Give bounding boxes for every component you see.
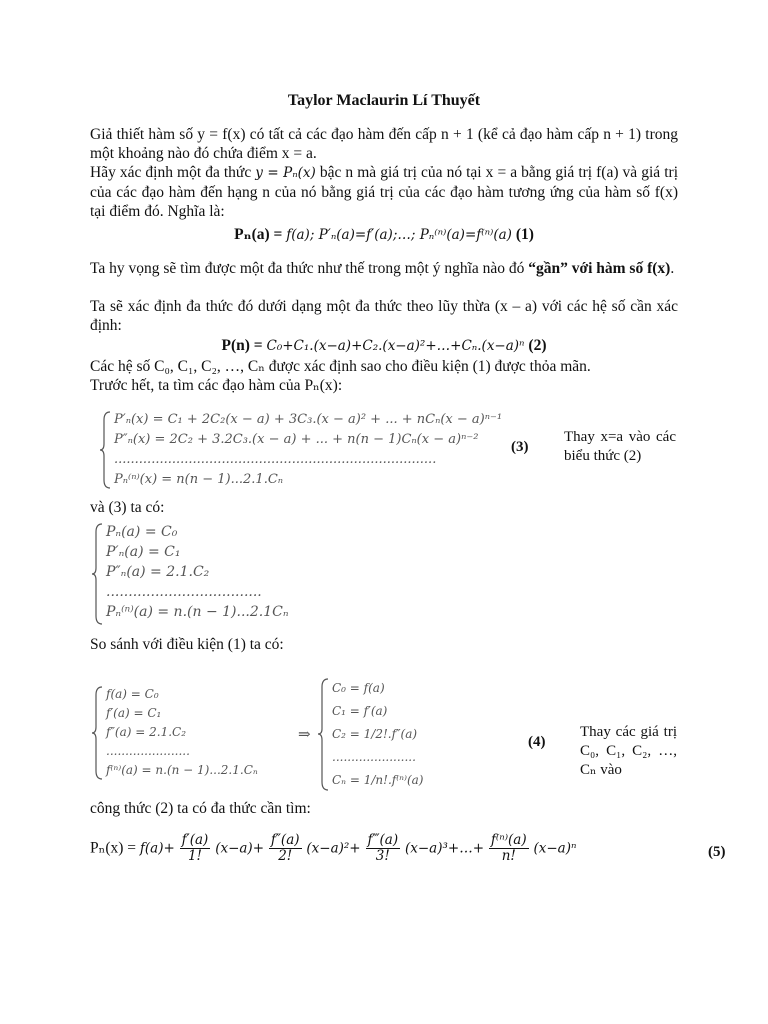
system-row: ................................... [106,584,262,600]
system-row: ...................... [106,744,190,758]
fraction-denominator: 1! [187,848,202,864]
system-row: .............................................................................. [114,452,437,467]
inline-math: y = Pₙ(x) [255,165,316,181]
fraction-term-3 [366,833,401,864]
paragraph-assumption: Giả thiết hàm số y = f(x) có tất cả các đạo hàm đến cấp n + 1 (kể cả đạo hàm cấp n + 1) trong một khoảng nào đó chứa điểm x = a. [90,126,678,162]
paragraph-text: Hãy xác định một đa thức [90,164,252,181]
system-row: f(a) = C₀ [106,687,159,701]
document-title: Taylor Maclaurin Lí Thuyết [287,92,481,109]
system-row: f′(a) = C₁ [106,706,162,720]
paragraph-text: . [670,260,675,277]
equation-term: (x−a)ⁿ [533,840,577,857]
system-row: Pₙ(a) = C₀ [106,524,178,540]
equation-tag-5: (5) [708,844,726,860]
paragraph-and-3: và (3) ta có: [90,499,165,516]
system-row: C₁ = f′(a) [332,704,388,718]
equation-lhs: Pₙ(x) = [90,839,137,857]
system-row: Cₙ = 1/n!.f⁽ⁿ⁾(a) [332,773,424,787]
left-brace-icon [100,410,112,490]
paragraph-derivatives: Trước hết, ta tìm các đạo hàm của Pₙ(x): [90,377,343,394]
system-row: Pₙ⁽ⁿ⁾(a) = n.(n − 1)...2.1Cₙ [106,604,289,620]
equation-system-4-left [92,685,292,781]
equation-term: (x−a)+ [215,840,265,857]
paragraph-result: công thức (2) ta có đa thức cần tìm: [90,800,311,817]
equation-term: (x−a)³+…+ [404,840,485,857]
fraction-denominator: n! [501,848,516,864]
fraction-numerator: f″(a) [270,832,300,848]
system-row: P′ₙ(a) = C₁ [106,544,181,560]
system-row: P″ₙ(a) = 2.1.C₂ [106,564,210,580]
paragraph-hope [90,259,678,278]
equation-term: f(a)+ [139,840,175,857]
fraction-denominator: 2! [278,848,293,864]
paragraph-text: Ta hy vọng sẽ tìm được một đa thức như thế trong một ý nghĩa nào đó [90,260,529,277]
fraction-numerator: f‴(a) [367,832,399,848]
fraction-denominator: 3! [375,848,390,864]
paragraph-coefficients: Các hệ số C₀, C₁, C₂, …, Cₙ được xác định sao cho điều kiện (1) được thỏa mãn. [90,358,591,375]
system-row: f⁽ⁿ⁾(a) = n.(n − 1)...2.1.Cₙ [106,763,258,777]
system-row: C₀ = f(a) [332,681,385,695]
system-row: P″ₙ(x) = 2C₂ + 3.2C₃.(x − a) + ... + n(n − 1)Cₙ(x − a)ⁿ⁻² [114,432,479,447]
equation-system-3 [100,410,503,490]
equation-term: (x−a)²+ [306,840,361,857]
equation-rhs: f(a); P′ₙ(a)=f′(a);…; Pₙ⁽ⁿ⁾(a)=f⁽ⁿ⁾(a) [286,227,512,243]
paragraph-form: Ta sẽ xác định đa thức đó dưới dạng một đa thức theo lũy thừa (x – a) với các hệ số cần xác định: [90,298,678,334]
equation-2 [0,336,768,356]
fraction-numerator: f⁽ⁿ⁾(a) [490,832,527,848]
paragraph-polynomial-definition [90,163,678,221]
equation-tag-4: (4) [528,734,546,750]
equation-rhs: C₀+C₁.(x−a)+C₂.(x−a)²+…+Cₙ.(x−a)ⁿ [266,338,525,354]
paragraph-text: bậc n mà giá trị của nó tại x = a bằng giá trị f(a) và giá trị của các đạo hàm đến hạng n của nó bằng giá trị của các đạo hàm tương ứng của hàm số f(x) tại điểm đó. Nghĩa là: [90,164,678,220]
equation-lhs: P(n) = [221,337,263,354]
system-row: C₂ = 1/2!.f″(a) [332,727,418,741]
system-row: Pₙ⁽ⁿ⁾(x) = n(n − 1)...2.1.Cₙ [114,472,284,487]
equation-5 [90,833,630,864]
fraction-term-n [489,833,529,864]
system-row: P′ₙ(x) = C₁ + 2C₂(x − a) + 3C₃.(x − a)² + ... + nCₙ(x − a)ⁿ⁻¹ [114,412,503,427]
side-note-3: Thay x=a vào các biểu thức (2) [564,429,676,464]
implies-arrow: ⇒ [298,725,311,743]
left-brace-icon [318,677,330,792]
equation-tag: (1) [515,226,534,243]
system-row: f″(a) = 2.1.C₂ [106,725,187,739]
fraction-term-2 [269,833,302,864]
fraction-term-1 [180,833,211,864]
equation-1 [0,225,768,245]
fraction-numerator: f′(a) [181,832,209,848]
system-row: ...................... [332,750,416,764]
paragraph-compare: So sánh với điều kiện (1) ta có: [90,636,284,653]
left-brace-icon [92,685,104,781]
emphasis-text: “gần” với hàm số f(x) [528,260,671,277]
equation-lhs: Pₙ(a) = [234,226,283,243]
left-brace-icon [92,522,104,626]
equation-system-values [92,522,392,626]
equation-system-4-right [318,677,478,792]
side-note-4: Thay các giá trị C₀, C₁, C₂, …, Cₙ vào [580,724,677,778]
equation-tag: (2) [528,337,547,354]
equation-tag-3: (3) [511,439,529,455]
